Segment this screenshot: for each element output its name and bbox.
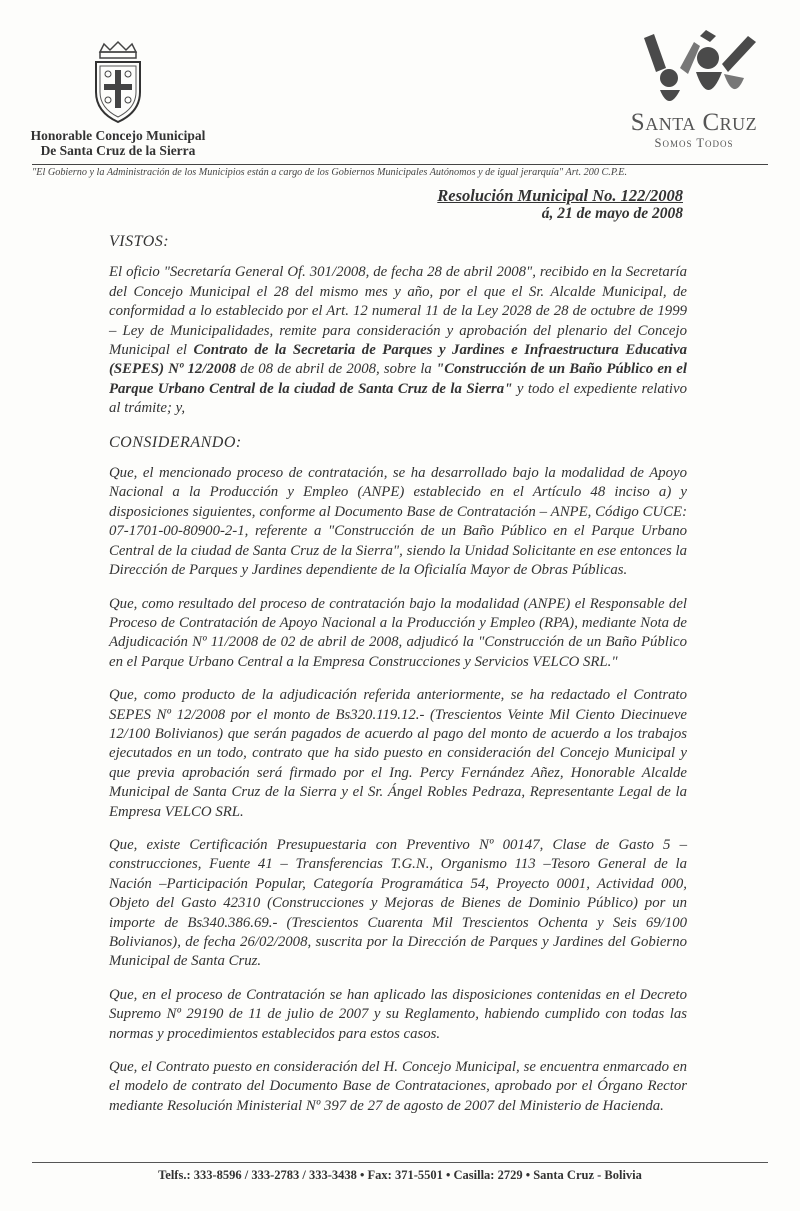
footer-divider — [32, 1162, 768, 1163]
vistos-paragraph — [109, 263, 687, 418]
logo-title: Santa Cruz — [630, 109, 758, 136]
considerando-paragraph-2: Que, como resultado del proceso de contratación bajo la modalidad (ANPE) el Responsable del Proceso de Contratación de Apoyo Nacional a la Producción y Empleo (RPA), mediante Nota de Adjudicación Nº 11/2008 de 02 de abril de 2008, adjudicó la "Construcción de un Baño Público en el Parque Urbano Central a la Empresa Construcciones y Servicios VELCO SRL." — [109, 595, 687, 670]
document-body — [109, 232, 687, 1130]
considerando-heading: CONSIDERANDO: — [109, 433, 242, 451]
vistos-project-name: "Construcción de un Baño Público en el Parque Urbano Central de la ciudad de Santa Cruz de la Sierra" — [109, 361, 687, 397]
vistos-text-a: El oficio "Secretaría General Of. 301/2008, de fecha 28 de abril 2008", recibido en la Secretaría del Concejo Municipal el 28 del mismo mes y año, por el que el Sr. Alcalde Municipal, de conformidad a lo establecido por el Art. 12 numeral 11 de la Ley 2028 de 28 de octubre de 1999 – Ley de Municipalidades, remite para consideración y aprobación del plenario del Concejo Municipal el — [109, 264, 687, 359]
considerando-paragraph-5: Que, en el proceso de Contratación se han aplicado las disposiciones contenidas en el Decreto Supremo Nº 29190 de 11 de julio de 2007 y su Reglamento, habiendo cumplido con todas las normas y procedimientos establecidos para estos casos. — [109, 986, 687, 1042]
council-name-line1: Honorable Concejo Municipal — [30, 128, 206, 143]
vistos-contract-ref: Contrato de la Secretaria de Parques y Jardines e Infraestructura Educativa (SEPES) Nº 12/2008 — [109, 342, 687, 378]
vistos-heading: VISTOS: — [109, 233, 170, 250]
coat-of-arms-icon — [90, 40, 146, 126]
footer-contact: Telfs.: 333-8596 / 333-2783 / 333-3438 • Fax: 371-5501 • Casilla: 2729 • Santa Cruz - Bolivia — [158, 1168, 642, 1182]
considerando-paragraph-1: Que, el mencionado proceso de contratación, se ha desarrollado bajo la modalidad de Apoyo Nacional a la Producción y Empleo (ANPE) establecido en el Artículo 48 inciso a) y disposiciones siguientes, conforme al Documento Base de Contratación – ANPE, Código CUCE: 07-1701-00-80900-2-1, referente a "Construcción de un Baño Público en el Parque Urbano Central de la ciudad de Santa Cruz de la Sierra", siendo la Unidad Solicitante en ese entonces la Dirección de Parques y Jardines dependiente de la Oficialía Mayor de Obras Públicas. — [109, 465, 687, 579]
resolution-title: Resolución Municipal No. 122/2008 — [437, 186, 683, 205]
santa-cruz-logo — [614, 28, 774, 150]
council-header — [18, 40, 218, 158]
vistos-text-c: y todo el expediente relativo al trámite; y, — [109, 380, 687, 417]
logo-subtitle: Somos Todos — [654, 136, 734, 150]
considerando-paragraph-6: Que, el Contrato puesto en consideración del H. Concejo Municipal, se encuentra enmarcado en el modelo de contrato del Documento Base de Contrataciones, aprobado por el Órgano Rector mediante Resolución Ministerial Nº 397 de 27 de agosto de 2007 del Ministerio de Hacienda. — [109, 1059, 687, 1114]
council-name-line2: De Santa Cruz de la Sierra — [40, 143, 196, 158]
considerando-paragraph-3: Que, como producto de la adjudicación referida anteriormente, se ha redactado el Contrato SEPES Nº 12/2008 por el monto de Bs320.119.12.- (Trescientos Veinte Mil Ciento Diecinueve 12/100 Bolivianos) que serán pagados de acuerdo al pago del monto de acuerdo a los trabajos ejecutados en un todo, contrato que ha sido puesto en consideración del Concejo Municipal y que previa aprobación será firmado por el Ing. Percy Fernández Añez, Honorable Alcalde Municipal de Santa Cruz de la Sierra y el Sr. Ángel Robles Pedraza, Representante Legal de la Empresa VELCO SRL. — [109, 687, 687, 820]
people-raising-arms-icon — [624, 28, 764, 114]
considerando-paragraph-4: Que, existe Certificación Presupuestaria con Preventivo Nº 00147, Clase de Gasto 5 – construcciones, Fuente 41 – Transferencias T.G.N., Organismo 113 –Tesoro General de la Nación –Participación Popular, Categoría Programática 54, Proyecto 0001, Actividad 000, Objeto del Gasto 42310 (Construcciones y Mejoras de Bienes de Dominio Público) por un importe de Bs340.386.69.- (Trescientos Cuarenta Mil Trescientos Ochenta y Seis 69/100 Bolivianos), de fecha 26/02/2008, suscrita por la Dirección de Parques y Jardines del Gobierno Municipal de Santa Cruz. — [109, 836, 687, 970]
vistos-text-b: de 08 de abril de 2008, sobre la — [236, 361, 436, 378]
resolution-date: á, 21 de mayo de 2008 — [541, 205, 683, 222]
header-divider — [32, 164, 768, 165]
constitution-quote: "El Gobierno y la Administración de los Municipios están a cargo de los Gobiernos Municipales Autónomos y de igual jerarquía" Art. 200 C.P.E. — [32, 167, 628, 178]
